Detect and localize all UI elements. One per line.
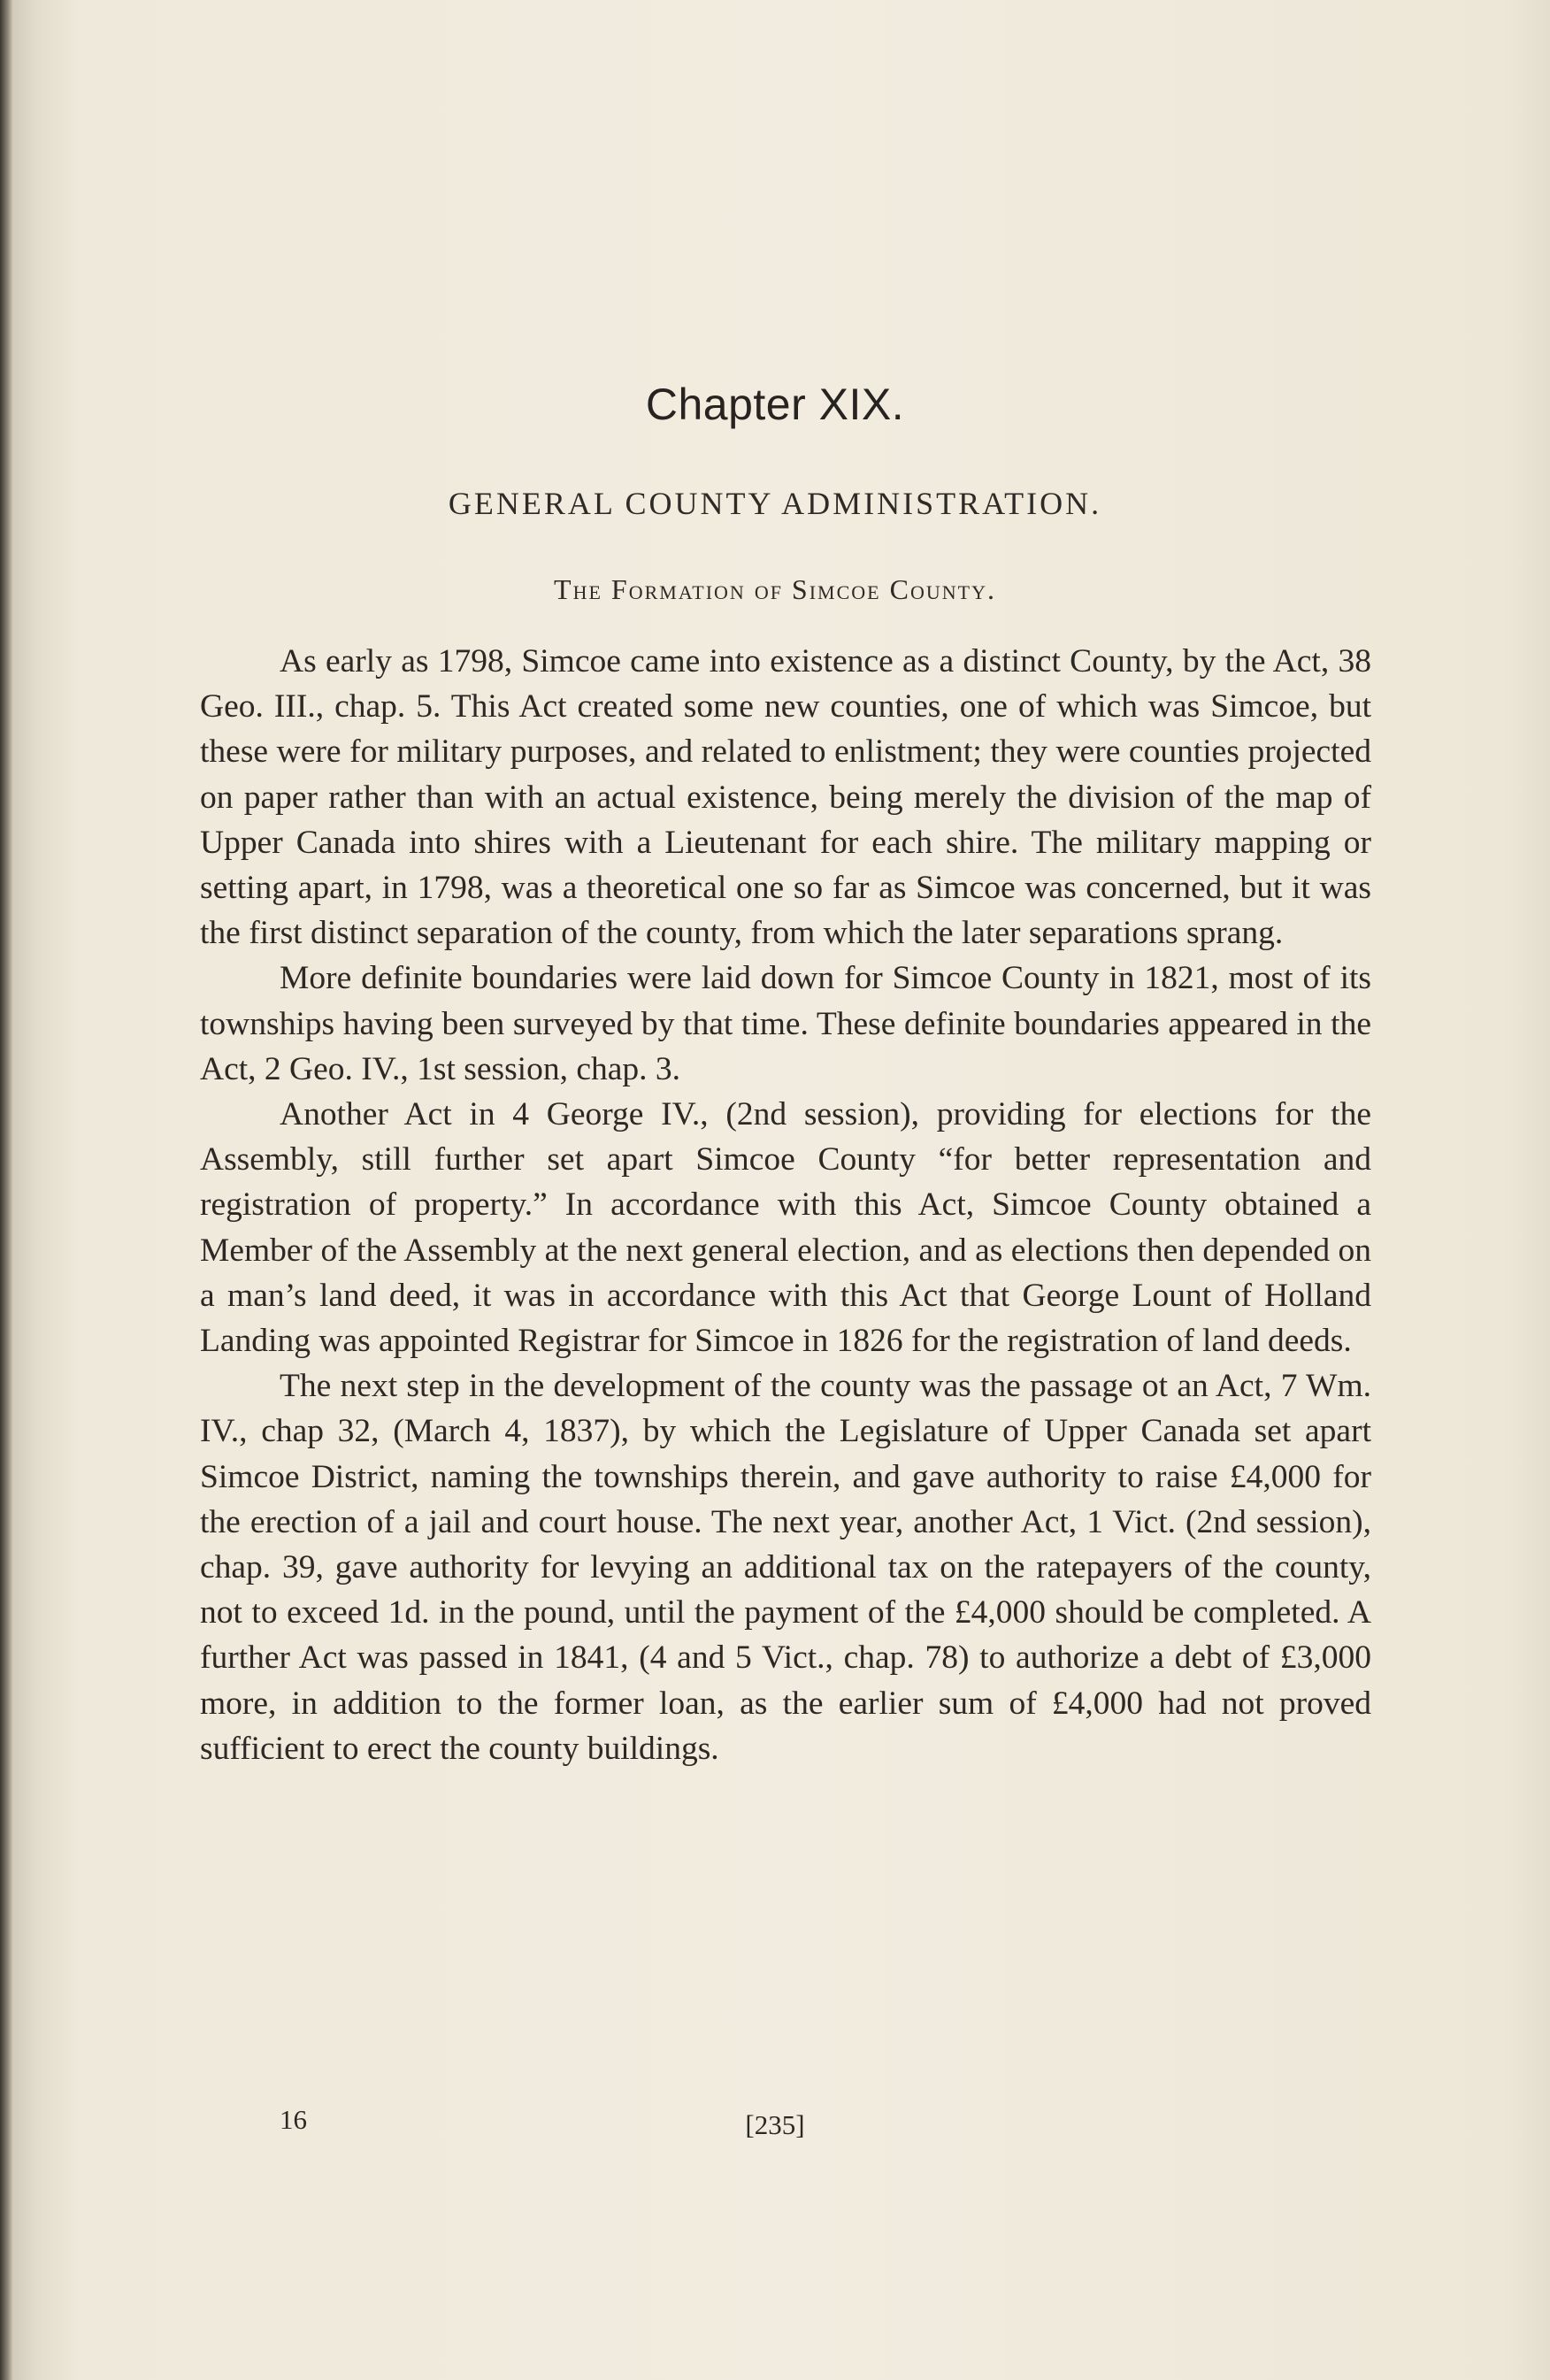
section-title: GENERAL COUNTY ADMINISTRATION. xyxy=(448,486,1102,521)
signature-mark: 16 xyxy=(280,2104,307,2135)
page-number: [235] xyxy=(745,2109,805,2140)
paragraph-1: As early as 1798, Simcoe came into existence as a distinct County, by the Act, 38 Geo. III., chap. 5. This Act created some new counties, one of which was Simcoe, but these were for military purposes, and related to enlistment; they were counties projected on paper rather than with an actual existence, being merely the division of the map of Upper Canada into shires with a Lieutenant for each shire. The military mapping or setting apart, in 1798, was a theoretical one so far as Simcoe was concerned, but it was the first distinct separation of the county, from which the later separations sprang. xyxy=(200,643,1371,952)
book-binding-edge xyxy=(0,0,12,2380)
subsection-title: The Formation of Simcoe County. xyxy=(554,573,996,605)
paragraph-2: More definite boundaries were laid down for Simcoe County in 1821, most of its townships having been surveyed by that time. These definite boundaries appeared in the Act, 2 Geo. IV., 1st session, chap. 3. xyxy=(200,960,1371,1087)
paragraph-4: The next step in the development of the county was the passage ot an Act, 7 Wm. IV., chap 32, (March 4, 1837), by which the Legislature of Upper Canada set apart Simcoe District, naming the townships therein, and gave authority to raise £4,000 for the erection of a jail and court house. The next year, another Act, 1 Vict. (2nd session), chap. 39, gave authority for levying an additional tax on the ratepayers of the county, not to exceed 1d. in the pound, until the payment of the £4,000 should be completed. A further Act was passed in 1841, (4 and 5 Vict., chap. 78) to authorize a debt of £3,000 more, in addition to the former loan, as the earlier sum of £4,000 had not proved sufficient to erect the county buildings. xyxy=(200,1368,1371,1767)
paragraph-3: Another Act in 4 George IV., (2nd session), providing for elections for the Assembly, still further set apart Simcoe County “for better representation and registration of property.” In accordance with this Act, Simcoe County obtained a Member of the Assembly at the next general election, and as elections then depended on a man’s land deed, it was in accordance with this Act that George Lount of Holland Landing was appointed Registrar for Simcoe in 1826 for the registration of land deeds. xyxy=(200,1096,1371,1360)
chapter-title: Chapter XIX. xyxy=(645,380,905,429)
body-text xyxy=(200,639,1371,1771)
